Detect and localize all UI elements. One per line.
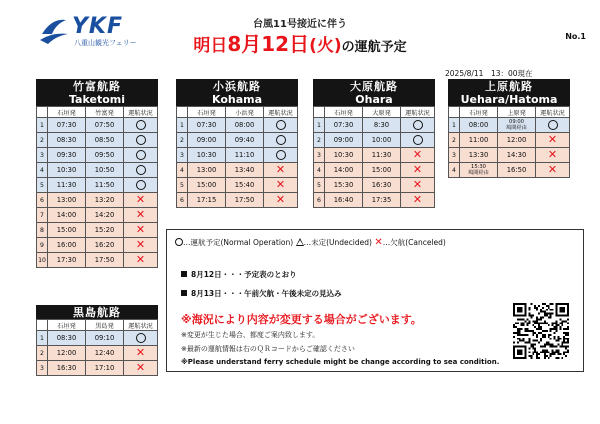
departure-return: 17:35 — [363, 193, 401, 208]
status-cell — [124, 253, 158, 268]
departure-ishigaki: 15:00 — [48, 223, 86, 238]
trip-number: 3 — [177, 148, 188, 163]
cross-icon: ✕ — [135, 346, 146, 359]
route-header — [313, 79, 435, 106]
status-cell — [264, 118, 298, 133]
trip-number: 4 — [314, 163, 325, 178]
departure-return: 10:50 — [86, 163, 124, 178]
note-text: 8月13日・・・午前欠航・午後未定の見込み — [191, 289, 342, 298]
departure-return: 14:20 — [86, 208, 124, 223]
cross-icon: ✕ — [412, 193, 423, 206]
trip-number: 1 — [314, 118, 325, 133]
column-header: 黒島発 — [86, 320, 124, 331]
column-header: 石垣発 — [460, 107, 498, 118]
table-header-row — [314, 107, 435, 118]
cross-icon: ✕ — [135, 238, 146, 251]
trip-number: 5 — [37, 178, 48, 193]
triangle-icon — [296, 238, 304, 246]
table-row — [37, 346, 158, 361]
departure-ishigaki: 14:00 — [325, 163, 363, 178]
column-header: 運航状況 — [124, 320, 158, 331]
departure-return: 11:10 — [226, 148, 264, 163]
status-cell — [124, 223, 158, 238]
cross-icon: ✕ — [135, 223, 146, 236]
column-header: 運航状況 — [124, 107, 158, 118]
info-box — [166, 229, 584, 372]
column-header: 石垣発 — [188, 107, 226, 118]
table-header-row — [37, 320, 158, 331]
column-header: 竹富発 — [86, 107, 124, 118]
departure-ishigaki: 07:30 — [188, 118, 226, 133]
route-kuroshima — [36, 305, 158, 376]
cross-icon: ✕ — [547, 133, 558, 146]
column-header — [37, 320, 48, 331]
trip-number: 2 — [314, 133, 325, 148]
trip-number: 2 — [449, 133, 460, 148]
circle-icon — [548, 120, 558, 130]
table-row — [177, 148, 298, 163]
circle-icon — [413, 135, 423, 145]
timetable — [176, 106, 298, 208]
table-row — [37, 148, 158, 163]
departure-ishigaki: 11:00 — [460, 133, 498, 148]
column-header: 運航状況 — [264, 107, 298, 118]
status-cell — [401, 133, 435, 148]
table-row — [449, 118, 570, 133]
cross-icon: ✕ — [275, 193, 286, 206]
circle-icon — [175, 238, 183, 246]
departure-return: 17:10 — [86, 361, 124, 376]
departure-ishigaki: 12:00 — [48, 346, 86, 361]
departure-ishigaki: 11:30 — [48, 178, 86, 193]
cross-icon: ✕ — [135, 253, 146, 266]
table-row — [314, 193, 435, 208]
departure-ishigaki: 16:40 — [325, 193, 363, 208]
table-row — [314, 178, 435, 193]
table-row — [177, 178, 298, 193]
departure-return: 13:20 — [86, 193, 124, 208]
status-cell — [264, 178, 298, 193]
trip-number: 1 — [177, 118, 188, 133]
route-name-jp: 黒島航路 — [73, 306, 121, 319]
departure-ishigaki: 10:30 — [188, 148, 226, 163]
status-cell — [536, 148, 570, 163]
route-name-jp: 上原航路 — [485, 80, 533, 93]
trip-number: 10 — [37, 253, 48, 268]
status-cell — [124, 148, 158, 163]
column-header — [37, 107, 48, 118]
route-kohama — [176, 79, 298, 208]
trip-number: 4 — [449, 163, 460, 178]
qr-code[interactable] — [513, 303, 569, 359]
departure-ishigaki: 17:15 — [188, 193, 226, 208]
bullet-square-icon — [181, 271, 187, 277]
column-header: 石垣発 — [48, 107, 86, 118]
table-row — [177, 133, 298, 148]
trip-number: 1 — [37, 118, 48, 133]
departure-return: 08:00 — [226, 118, 264, 133]
departure-ishigaki: 10:30 — [48, 163, 86, 178]
column-header: 小浜発 — [226, 107, 264, 118]
timetable — [448, 106, 570, 178]
route-name-jp: 小浜航路 — [213, 80, 261, 93]
departure-return: 09:50 — [86, 148, 124, 163]
column-header: 運航状況 — [536, 107, 570, 118]
table-row — [37, 118, 158, 133]
departure-return: 09:00 鳩間経由 — [498, 118, 536, 133]
circle-icon — [136, 333, 146, 343]
timetable — [36, 106, 158, 268]
departure-ishigaki: 07:30 — [325, 118, 363, 133]
cross-icon: ✕ — [374, 237, 383, 248]
status-cell — [124, 238, 158, 253]
status-cell — [264, 148, 298, 163]
route-name-en: Taketomi — [68, 93, 126, 106]
departure-ishigaki: 15:30 — [325, 178, 363, 193]
table-header-row — [177, 107, 298, 118]
status-cell — [124, 163, 158, 178]
status-cell — [124, 133, 158, 148]
circle-icon — [136, 120, 146, 130]
bullet-square-icon — [181, 290, 187, 296]
logo-text: YKF — [72, 14, 124, 39]
route-header — [176, 79, 298, 106]
table-row — [37, 361, 158, 376]
trip-number: 6 — [177, 193, 188, 208]
departure-ishigaki: 15:00 — [188, 178, 226, 193]
column-header: 石垣発 — [48, 320, 86, 331]
circle-icon — [413, 120, 423, 130]
status-cell — [401, 148, 435, 163]
title-part2: の運航予定 — [341, 40, 407, 55]
column-header: 上原発 — [498, 107, 536, 118]
status-cell — [536, 118, 570, 133]
departure-return: 13:40 — [226, 163, 264, 178]
trip-number: 6 — [314, 193, 325, 208]
departure-return: 08:50 — [86, 133, 124, 148]
cross-icon: ✕ — [547, 163, 558, 176]
trip-number: 6 — [37, 193, 48, 208]
departure-ishigaki: 15:30 鳩間経由 — [460, 163, 498, 178]
departure-return: 15:00 — [363, 163, 401, 178]
table-header-row — [37, 107, 158, 118]
departure-ishigaki: 13:00 — [48, 193, 86, 208]
cross-icon: ✕ — [412, 148, 423, 161]
departure-ishigaki: 08:00 — [460, 118, 498, 133]
trip-number: 2 — [37, 133, 48, 148]
cross-icon: ✕ — [135, 361, 146, 374]
departure-return: 16:30 — [363, 178, 401, 193]
departure-return: 14:30 — [498, 148, 536, 163]
route-name-jp: 大原航路 — [350, 80, 398, 93]
table-row — [37, 193, 158, 208]
departure-ishigaki: 08:30 — [48, 133, 86, 148]
legend-ok: …運航予定(Normal Operation) — [183, 238, 294, 247]
trip-number: 3 — [37, 361, 48, 376]
table-row — [449, 133, 570, 148]
departure-return: 09:10 — [86, 331, 124, 346]
departure-ishigaki: 16:00 — [48, 238, 86, 253]
status-cell — [124, 193, 158, 208]
status-cell — [401, 163, 435, 178]
cross-icon: ✕ — [412, 178, 423, 191]
table-row — [449, 163, 570, 178]
note-text: 8月12日・・・予定表のとおり — [191, 270, 297, 279]
departure-ishigaki: 17:30 — [48, 253, 86, 268]
departure-return: 16:20 — [86, 238, 124, 253]
trip-number: 3 — [449, 148, 460, 163]
page-number: No.1 — [565, 32, 586, 41]
status-cell — [401, 118, 435, 133]
trip-number: 2 — [37, 346, 48, 361]
departure-ishigaki: 13:00 — [188, 163, 226, 178]
cross-icon: ✕ — [275, 163, 286, 176]
status-cell — [264, 133, 298, 148]
status-cell — [124, 346, 158, 361]
route-uehara — [448, 79, 570, 178]
warning-text: ※海況により内容が変更する場合がございます。 — [181, 313, 422, 326]
departure-return: 11:50 — [86, 178, 124, 193]
departure-return: 07:50 — [86, 118, 124, 133]
route-header — [36, 79, 158, 106]
trip-number: 5 — [314, 178, 325, 193]
table-row — [37, 331, 158, 346]
note-aug12 — [181, 269, 297, 280]
note-qr: ※最新の運航情報は右のＱＲコードからご確認ください — [181, 345, 355, 353]
timetable — [313, 106, 435, 208]
departure-return: 09:40 — [226, 133, 264, 148]
column-header: 石垣発 — [325, 107, 363, 118]
cross-icon: ✕ — [135, 208, 146, 221]
status-cell — [124, 208, 158, 223]
column-header — [449, 107, 460, 118]
departure-return: 12:00 — [498, 133, 536, 148]
departure-return: 8:30 — [363, 118, 401, 133]
column-header: 運航状況 — [401, 107, 435, 118]
title-day: (火) — [309, 36, 342, 56]
status-cell — [264, 163, 298, 178]
cross-icon: ✕ — [547, 148, 558, 161]
page-title — [0, 28, 600, 57]
column-header — [314, 107, 325, 118]
trip-number: 5 — [177, 178, 188, 193]
table-row — [37, 163, 158, 178]
departure-ishigaki: 08:30 — [48, 331, 86, 346]
table-row — [177, 118, 298, 133]
departure-ishigaki: 09:00 — [188, 133, 226, 148]
column-header — [177, 107, 188, 118]
legend-canceled: …欠航(Canceled) — [382, 238, 446, 247]
cross-icon: ✕ — [275, 178, 286, 191]
status-cell — [124, 331, 158, 346]
departure-return: 11:30 — [363, 148, 401, 163]
status-cell — [401, 193, 435, 208]
route-name-en: Ohara — [355, 93, 393, 106]
departure-ishigaki: 14:00 — [48, 208, 86, 223]
table-header-row — [449, 107, 570, 118]
table-row — [37, 133, 158, 148]
title-date: 8月12日 — [227, 32, 310, 56]
departure-return: 16:50 — [498, 163, 536, 178]
table-row — [177, 193, 298, 208]
table-row — [37, 253, 158, 268]
route-taketomi — [36, 79, 158, 268]
route-name-jp: 竹富航路 — [73, 80, 121, 93]
trip-number: 4 — [37, 163, 48, 178]
note-english: ※Please understand ferry schedule might be change according to sea condition. — [181, 358, 500, 366]
table-row — [314, 133, 435, 148]
table-row — [37, 223, 158, 238]
trip-number: 3 — [37, 148, 48, 163]
as-of-timestamp: 2025/8/11 13：00現在 — [445, 69, 533, 78]
table-row — [37, 178, 158, 193]
route-name-en: Kohama — [211, 93, 263, 106]
status-cell — [124, 178, 158, 193]
legend — [175, 237, 446, 248]
title-part1: 明日 — [193, 36, 228, 56]
departure-return: 15:20 — [86, 223, 124, 238]
trip-number: 9 — [37, 238, 48, 253]
departure-ishigaki: 07:30 — [48, 118, 86, 133]
logo-subtitle: 八重山観光フェリー — [74, 39, 137, 47]
departure-ishigaki: 13:30 — [460, 148, 498, 163]
cross-icon: ✕ — [135, 193, 146, 206]
status-cell — [536, 133, 570, 148]
circle-icon — [136, 180, 146, 190]
departure-ishigaki: 09:00 — [325, 133, 363, 148]
route-header — [36, 305, 158, 319]
departure-return: 17:50 — [86, 253, 124, 268]
circle-icon — [276, 150, 286, 160]
circle-icon — [276, 120, 286, 130]
legend-undecided: …未定(Undecided) — [303, 238, 372, 247]
table-row — [314, 163, 435, 178]
departure-return: 17:50 — [226, 193, 264, 208]
departure-return: 10:00 — [363, 133, 401, 148]
trip-number: 1 — [37, 331, 48, 346]
table-row — [37, 208, 158, 223]
trip-number: 7 — [37, 208, 48, 223]
departure-ishigaki: 09:30 — [48, 148, 86, 163]
timetable — [36, 319, 158, 376]
trip-number: 4 — [177, 163, 188, 178]
route-name-en: Uehara/Hatoma — [460, 93, 558, 106]
status-cell — [124, 361, 158, 376]
table-row — [314, 118, 435, 133]
trip-number: 2 — [177, 133, 188, 148]
circle-icon — [136, 135, 146, 145]
circle-icon — [136, 165, 146, 175]
departure-return: 12:40 — [86, 346, 124, 361]
trip-number: 1 — [449, 118, 460, 133]
note-aug13 — [181, 288, 342, 299]
departure-ishigaki: 16:30 — [48, 361, 86, 376]
status-cell — [536, 163, 570, 178]
notice-subtitle: 台風11号接近に伴う — [253, 19, 347, 30]
route-ohara — [313, 79, 435, 208]
table-row — [177, 163, 298, 178]
cross-icon: ✕ — [412, 163, 423, 176]
status-cell — [401, 178, 435, 193]
trip-number: 8 — [37, 223, 48, 238]
table-row — [449, 148, 570, 163]
departure-ishigaki: 10:30 — [325, 148, 363, 163]
circle-icon — [276, 135, 286, 145]
trip-number: 3 — [314, 148, 325, 163]
status-cell — [264, 193, 298, 208]
circle-icon — [136, 150, 146, 160]
table-row — [37, 238, 158, 253]
table-row — [314, 148, 435, 163]
departure-return: 15:40 — [226, 178, 264, 193]
column-header: 大原発 — [363, 107, 401, 118]
note-change: ※変更が生じた場合、都度ご案内致します。 — [181, 331, 320, 339]
route-header — [448, 79, 570, 106]
status-cell — [124, 118, 158, 133]
